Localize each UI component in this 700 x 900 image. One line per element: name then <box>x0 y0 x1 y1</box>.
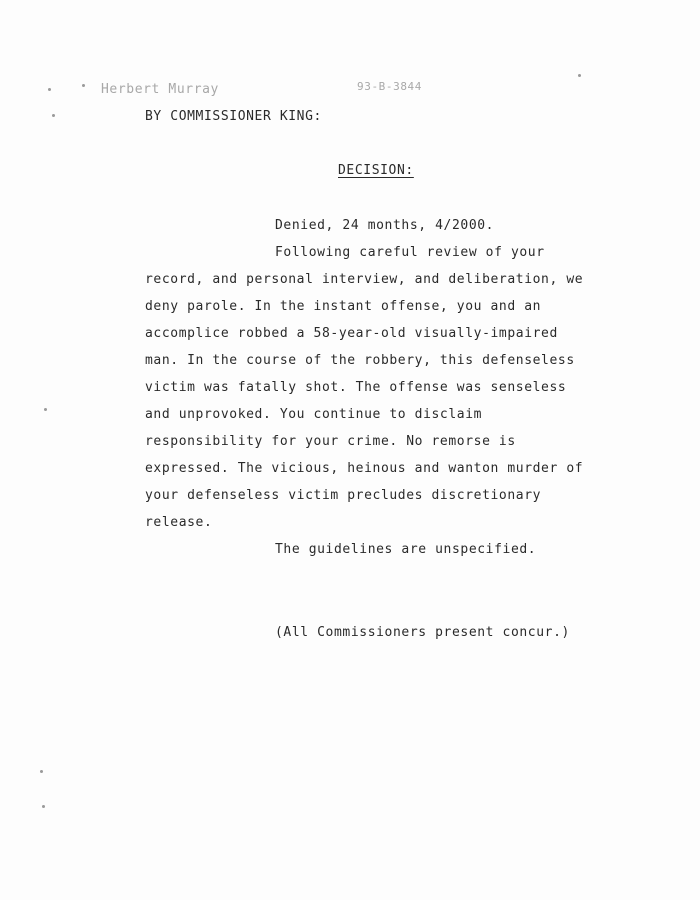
ruling-text: Denied, 24 months, 4/2000. <box>275 218 495 233</box>
scan-speck <box>48 88 51 91</box>
scan-speck <box>52 114 55 117</box>
decision-body-line: your defenseless victim precludes discretionary <box>145 488 542 503</box>
decision-body-line: expressed. The vicious, heinous and wanton murder of <box>145 461 584 476</box>
decision-body-line: record, and personal interview, and deliberation, we <box>145 272 584 287</box>
scan-speck <box>42 805 45 808</box>
guidelines-text: The guidelines are unspecified. <box>275 542 537 557</box>
decision-body-line: Following careful review of your <box>275 245 545 260</box>
scan-speck <box>578 74 581 77</box>
concurrence-text: (All Commissioners present concur.) <box>275 625 570 640</box>
decision-heading: DECISION: <box>338 163 414 178</box>
decision-body-line: responsibility for your crime. No remorse is <box>145 434 516 449</box>
scan-speck <box>40 770 43 773</box>
scan-speck <box>44 408 47 411</box>
decision-body-line: victim was fatally shot. The offense was senseless <box>145 380 567 395</box>
case-number: 93-B-3844 <box>357 80 423 93</box>
decision-body-line: man. In the course of the robbery, this defenseless <box>145 353 575 368</box>
decision-body-line: release. <box>145 515 213 530</box>
decision-body-line: deny parole. In the instant offense, you and an <box>145 299 542 314</box>
commissioner-byline: BY COMMISSIONER KING: <box>145 109 322 124</box>
scan-speck <box>82 84 85 87</box>
decision-body-line: and unprovoked. You continue to disclaim <box>145 407 483 422</box>
inmate-name: Herbert Murray <box>101 82 219 97</box>
decision-body-line: accomplice robbed a 58-year-old visually-impaired <box>145 326 558 341</box>
